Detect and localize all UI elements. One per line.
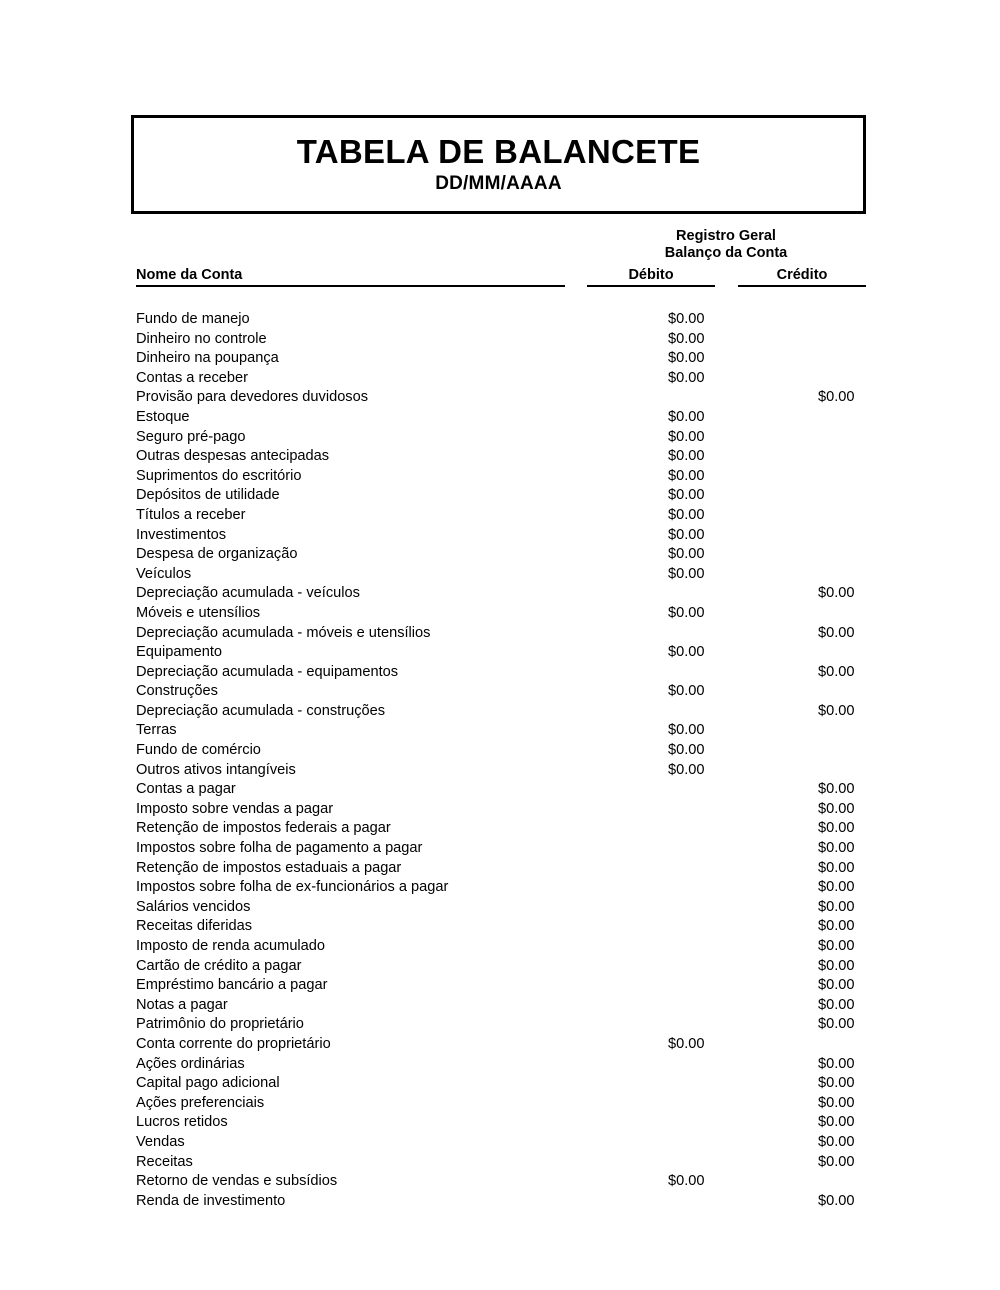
- debit-amount-cell: $0.00: [668, 683, 705, 700]
- credit-amount-cell: $0.00: [818, 663, 855, 680]
- debit-amount-cell: $0.00: [668, 722, 705, 739]
- debit-amount-cell: $0.00: [668, 330, 705, 347]
- table-row: [0, 506, 1000, 526]
- credit-amount-cell: $0.00: [818, 938, 855, 954]
- account-name-cell: Depreciação acumulada - veículos: [136, 585, 360, 602]
- table-row: [0, 349, 1000, 369]
- account-name-cell: Contas a receber: [136, 369, 248, 386]
- table-row: [0, 526, 1000, 546]
- debit-amount-cell: $0.00: [668, 604, 705, 621]
- account-name-cell: Capital pago adicional: [136, 1075, 280, 1092]
- debit-amount-cell: $0.00: [668, 526, 705, 543]
- credit-amount-cell: $0.00: [818, 820, 855, 837]
- account-name-cell: Retenção de impostos estaduais a pagar: [136, 859, 402, 876]
- credit-amount-cell: $0.00: [818, 702, 855, 719]
- account-name-cell: Empréstimo bancário a pagar: [136, 977, 328, 994]
- account-name-cell: Imposto de renda acumulado: [136, 938, 326, 954]
- credit-amount-cell: $0.00: [818, 977, 855, 994]
- table-row: [0, 408, 1000, 428]
- credit-amount-cell: $0.00: [818, 1133, 855, 1150]
- account-name-cell: Fundo de manejo: [136, 311, 250, 327]
- debit-amount-cell: $0.00: [668, 546, 705, 563]
- credit-amount-cell: $0.00: [818, 1153, 855, 1170]
- table-row: [0, 663, 1000, 683]
- account-name-cell: Renda de investimento: [136, 1192, 286, 1209]
- debit-amount-cell: $0.00: [668, 565, 705, 582]
- table-row: [0, 447, 1000, 467]
- table-row: [0, 1074, 1000, 1094]
- table-row: [0, 859, 1000, 879]
- table-row: [0, 624, 1000, 644]
- debit-amount-cell: $0.00: [668, 644, 705, 661]
- account-name-cell: Provisão para devedores duvidosos: [136, 389, 369, 406]
- table-row: [0, 330, 1000, 350]
- table-row: [0, 682, 1000, 702]
- account-name-cell: Depreciação acumulada - móveis e utensílios: [136, 624, 431, 641]
- credit-amount-cell: $0.00: [818, 957, 855, 974]
- account-name-cell: Vendas: [136, 1133, 185, 1150]
- account-column-rule: [136, 285, 565, 287]
- account-name-cell: Patrimônio do proprietário: [136, 1016, 304, 1033]
- credit-amount-cell: $0.00: [818, 1016, 855, 1033]
- account-name-cell: Dinheiro no controle: [136, 330, 267, 347]
- credit-amount-cell: $0.00: [818, 800, 855, 817]
- account-name-cell: Estoque: [136, 408, 190, 425]
- table-row: [0, 467, 1000, 487]
- debit-amount-cell: $0.00: [668, 448, 705, 465]
- table-row: [0, 839, 1000, 859]
- table-row: [0, 721, 1000, 741]
- credit-amount-cell: $0.00: [818, 1192, 855, 1209]
- account-name-cell: Conta corrente do proprietário: [136, 1035, 331, 1052]
- credit-amount-cell: $0.00: [818, 840, 855, 857]
- account-name-cell: Fundo de comércio: [136, 742, 261, 759]
- table-row: [0, 604, 1000, 624]
- credit-amount-cell: $0.00: [818, 781, 855, 798]
- title-block: [131, 115, 866, 214]
- debit-amount-cell: $0.00: [668, 487, 705, 504]
- table-row: [0, 1015, 1000, 1035]
- table-row: [0, 1035, 1000, 1055]
- account-name-cell: Cartão de crédito a pagar: [136, 957, 302, 974]
- table-row: [0, 741, 1000, 761]
- table-row: [0, 310, 1000, 330]
- account-name-cell: Ações preferenciais: [136, 1094, 265, 1111]
- table-row: [0, 702, 1000, 722]
- group-header-line-2: Balanço da Conta: [664, 245, 788, 261]
- debit-column-rule: [587, 285, 715, 287]
- account-name-cell: Contas a pagar: [136, 781, 236, 798]
- debit-amount-cell: $0.00: [668, 369, 705, 386]
- page-subtitle: DD/MM/AAAA: [435, 173, 562, 195]
- debit-amount-cell: $0.00: [668, 1173, 705, 1190]
- account-name-cell: Outros ativos intangíveis: [136, 761, 296, 778]
- account-name-cell: Ações ordinárias: [136, 1055, 245, 1072]
- account-name-cell: Veículos: [136, 565, 192, 582]
- table-row: [0, 643, 1000, 663]
- account-name-cell: Depreciação acumulada - equipamentos: [136, 663, 399, 680]
- debit-amount-cell: $0.00: [668, 742, 705, 759]
- credit-amount-cell: $0.00: [818, 879, 855, 896]
- table-row: [0, 388, 1000, 408]
- account-name-cell: Receitas diferidas: [136, 918, 252, 935]
- credit-amount-cell: $0.00: [818, 898, 855, 915]
- account-name-cell: Suprimentos do escritório: [136, 467, 302, 484]
- group-header-line-1: Registro Geral: [676, 228, 776, 244]
- table-row: [0, 996, 1000, 1016]
- account-name-cell: Retenção de impostos federais a pagar: [136, 820, 391, 837]
- table-row: [0, 1113, 1000, 1133]
- table-row: [0, 584, 1000, 604]
- table-row: [0, 976, 1000, 996]
- table-row: [0, 545, 1000, 565]
- account-name-cell: Depósitos de utilidade: [136, 487, 280, 504]
- column-header-account: Nome da Conta: [136, 267, 243, 283]
- account-name-cell: Impostos sobre folha de pagamento a pagar: [136, 840, 423, 857]
- account-name-cell: Seguro pré-pago: [136, 428, 246, 445]
- account-name-cell: Lucros retidos: [136, 1114, 228, 1131]
- account-name-cell: Equipamento: [136, 644, 223, 661]
- table-row: [0, 917, 1000, 937]
- table-header: [0, 228, 1000, 288]
- credit-amount-cell: $0.00: [818, 624, 855, 641]
- table-row: [0, 800, 1000, 820]
- table-row: [0, 957, 1000, 977]
- account-name-cell: Depreciação acumulada - construções: [136, 702, 386, 719]
- account-name-cell: Imposto sobre vendas a pagar: [136, 800, 334, 817]
- table-row: [0, 369, 1000, 389]
- debit-amount-cell: $0.00: [668, 311, 705, 327]
- table-row: [0, 878, 1000, 898]
- account-name-cell: Despesa de organização: [136, 546, 298, 563]
- debit-amount-cell: $0.00: [668, 467, 705, 484]
- table-row: [0, 761, 1000, 781]
- table-row: [0, 780, 1000, 800]
- account-name-cell: Dinheiro na poupança: [136, 350, 279, 367]
- debit-amount-cell: $0.00: [668, 506, 705, 523]
- account-name-cell: Títulos a receber: [136, 506, 246, 523]
- column-header-credit: Crédito: [776, 267, 828, 283]
- account-name-cell: Construções: [136, 683, 218, 700]
- credit-column-rule: [738, 285, 866, 287]
- table-row: [0, 428, 1000, 448]
- debit-amount-cell: $0.00: [668, 428, 705, 445]
- credit-amount-cell: $0.00: [818, 1094, 855, 1111]
- column-group-header: [587, 228, 865, 262]
- credit-amount-cell: $0.00: [818, 996, 855, 1013]
- account-name-cell: Investimentos: [136, 526, 227, 543]
- account-name-cell: Notas a pagar: [136, 996, 228, 1013]
- debit-amount-cell: $0.00: [668, 408, 705, 425]
- account-name-cell: Receitas: [136, 1153, 193, 1170]
- credit-amount-cell: $0.00: [818, 585, 855, 602]
- debit-amount-cell: $0.00: [668, 1035, 705, 1052]
- credit-amount-cell: $0.00: [818, 389, 855, 406]
- account-name-cell: Outras despesas antecipadas: [136, 448, 330, 465]
- table-row: [0, 819, 1000, 839]
- account-name-cell: Terras: [136, 722, 177, 739]
- column-header-debit: Débito: [628, 267, 674, 283]
- debit-amount-cell: $0.00: [668, 761, 705, 778]
- table-row: [0, 1055, 1000, 1075]
- credit-amount-cell: $0.00: [818, 1114, 855, 1131]
- table-row: [0, 1094, 1000, 1114]
- account-name-cell: Impostos sobre folha de ex-funcionários a pagar: [136, 879, 449, 896]
- account-name-cell: Retorno de vendas e subsídios: [136, 1173, 338, 1190]
- account-name-cell: Salários vencidos: [136, 898, 251, 915]
- account-name-cell: Móveis e utensílios: [136, 604, 261, 621]
- credit-amount-cell: $0.00: [818, 1075, 855, 1092]
- table-row: [0, 1172, 1000, 1192]
- table-row: [0, 1153, 1000, 1173]
- table-body: [0, 310, 1000, 1211]
- table-row: [0, 1133, 1000, 1153]
- credit-amount-cell: $0.00: [818, 859, 855, 876]
- credit-amount-cell: $0.00: [818, 918, 855, 935]
- debit-amount-cell: $0.00: [668, 350, 705, 367]
- table-row: [0, 486, 1000, 506]
- credit-amount-cell: $0.00: [818, 1055, 855, 1072]
- table-row: [0, 565, 1000, 585]
- table-row: [0, 1192, 1000, 1212]
- page-title: TABELA DE BALANCETE: [296, 132, 701, 170]
- table-row: [0, 937, 1000, 957]
- table-row: [0, 898, 1000, 918]
